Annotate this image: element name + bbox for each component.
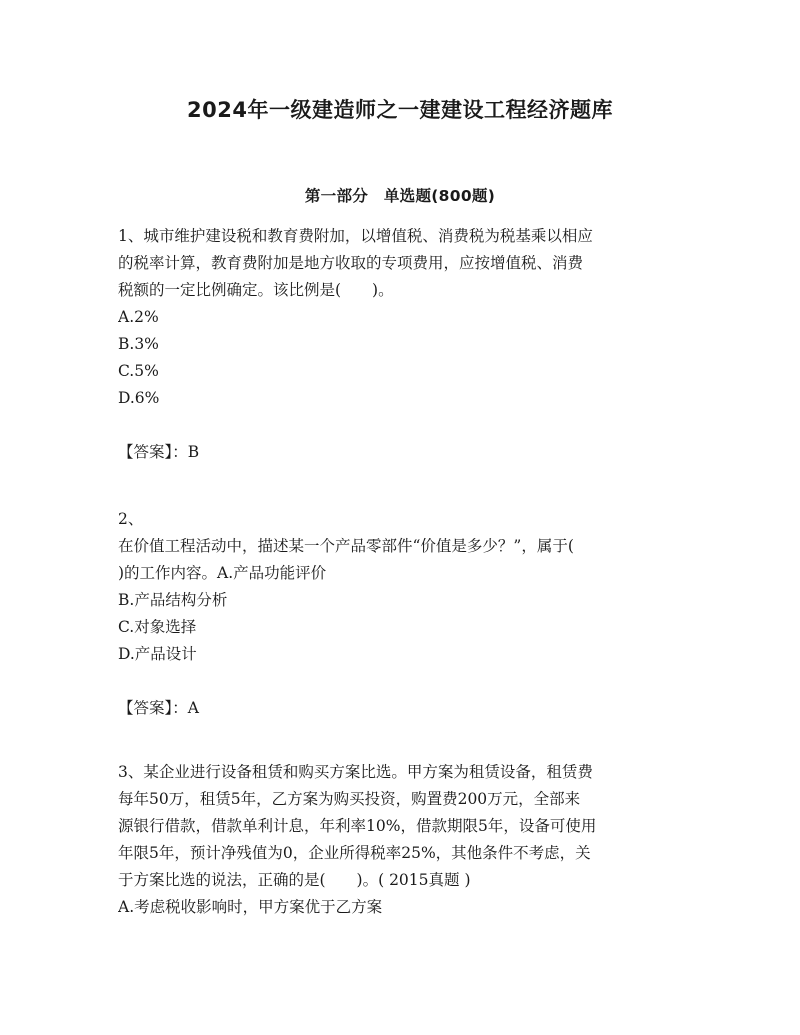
question-2 xyxy=(118,506,684,722)
option-d: D.产品设计 xyxy=(118,645,197,663)
option-c: C.对象选择 xyxy=(118,618,197,636)
question-number: 2、 xyxy=(118,510,144,528)
question-stem-line: 每年50万，租赁5年，乙方案为购买投资，购置费200万元，全部来 xyxy=(118,790,581,808)
option-c: C.5% xyxy=(118,362,159,380)
option-b: B.产品结构分析 xyxy=(118,591,228,609)
document-title: 2024年一级建造师之一建建设工程经济题库 xyxy=(187,98,613,122)
question-stem-line: )的工作内容。A.产品功能评价 xyxy=(118,564,327,582)
question-stem-line: 在价值工程活动中，描述某一个产品零部件“价值是多少？”，属于( xyxy=(118,537,574,555)
option-a: A.考虑税收影响时，甲方案优于乙方案 xyxy=(118,898,383,916)
question-stem-line: 于方案比选的说法，正确的是( )。( 2015真题 ) xyxy=(118,871,471,889)
option-d: D.6% xyxy=(118,389,160,407)
question-stem-line: 1、城市维护建设税和教育费附加，以增值税、消费税为税基乘以相应 xyxy=(118,227,593,245)
section-title: 第一部分 单选题(800题) xyxy=(304,187,496,205)
answer-line: 【答案】：A xyxy=(118,699,199,717)
option-b: B.3% xyxy=(118,335,159,353)
answer-line: 【答案】：B xyxy=(118,443,200,461)
question-3 xyxy=(118,759,684,921)
question-stem-line: 税额的一定比例确定。该比例是( )。 xyxy=(118,281,394,299)
question-stem-line: 年限5年，预计净残值为0，企业所得税率25%，其他条件不考虑，关 xyxy=(118,844,591,862)
question-stem-line: 3、某企业进行设备租赁和购买方案比选。甲方案为租赁设备，租赁费 xyxy=(118,763,593,781)
question-list xyxy=(118,223,684,921)
question-1 xyxy=(118,223,684,466)
question-stem-line: 的税率计算，教育费附加是地方收取的专项费用，应按增值税、消费 xyxy=(118,254,584,272)
question-stem-line: 源银行借款，借款单利计息，年利率10%，借款期限5年，设备可使用 xyxy=(118,817,597,835)
option-a: A.2% xyxy=(118,308,159,326)
